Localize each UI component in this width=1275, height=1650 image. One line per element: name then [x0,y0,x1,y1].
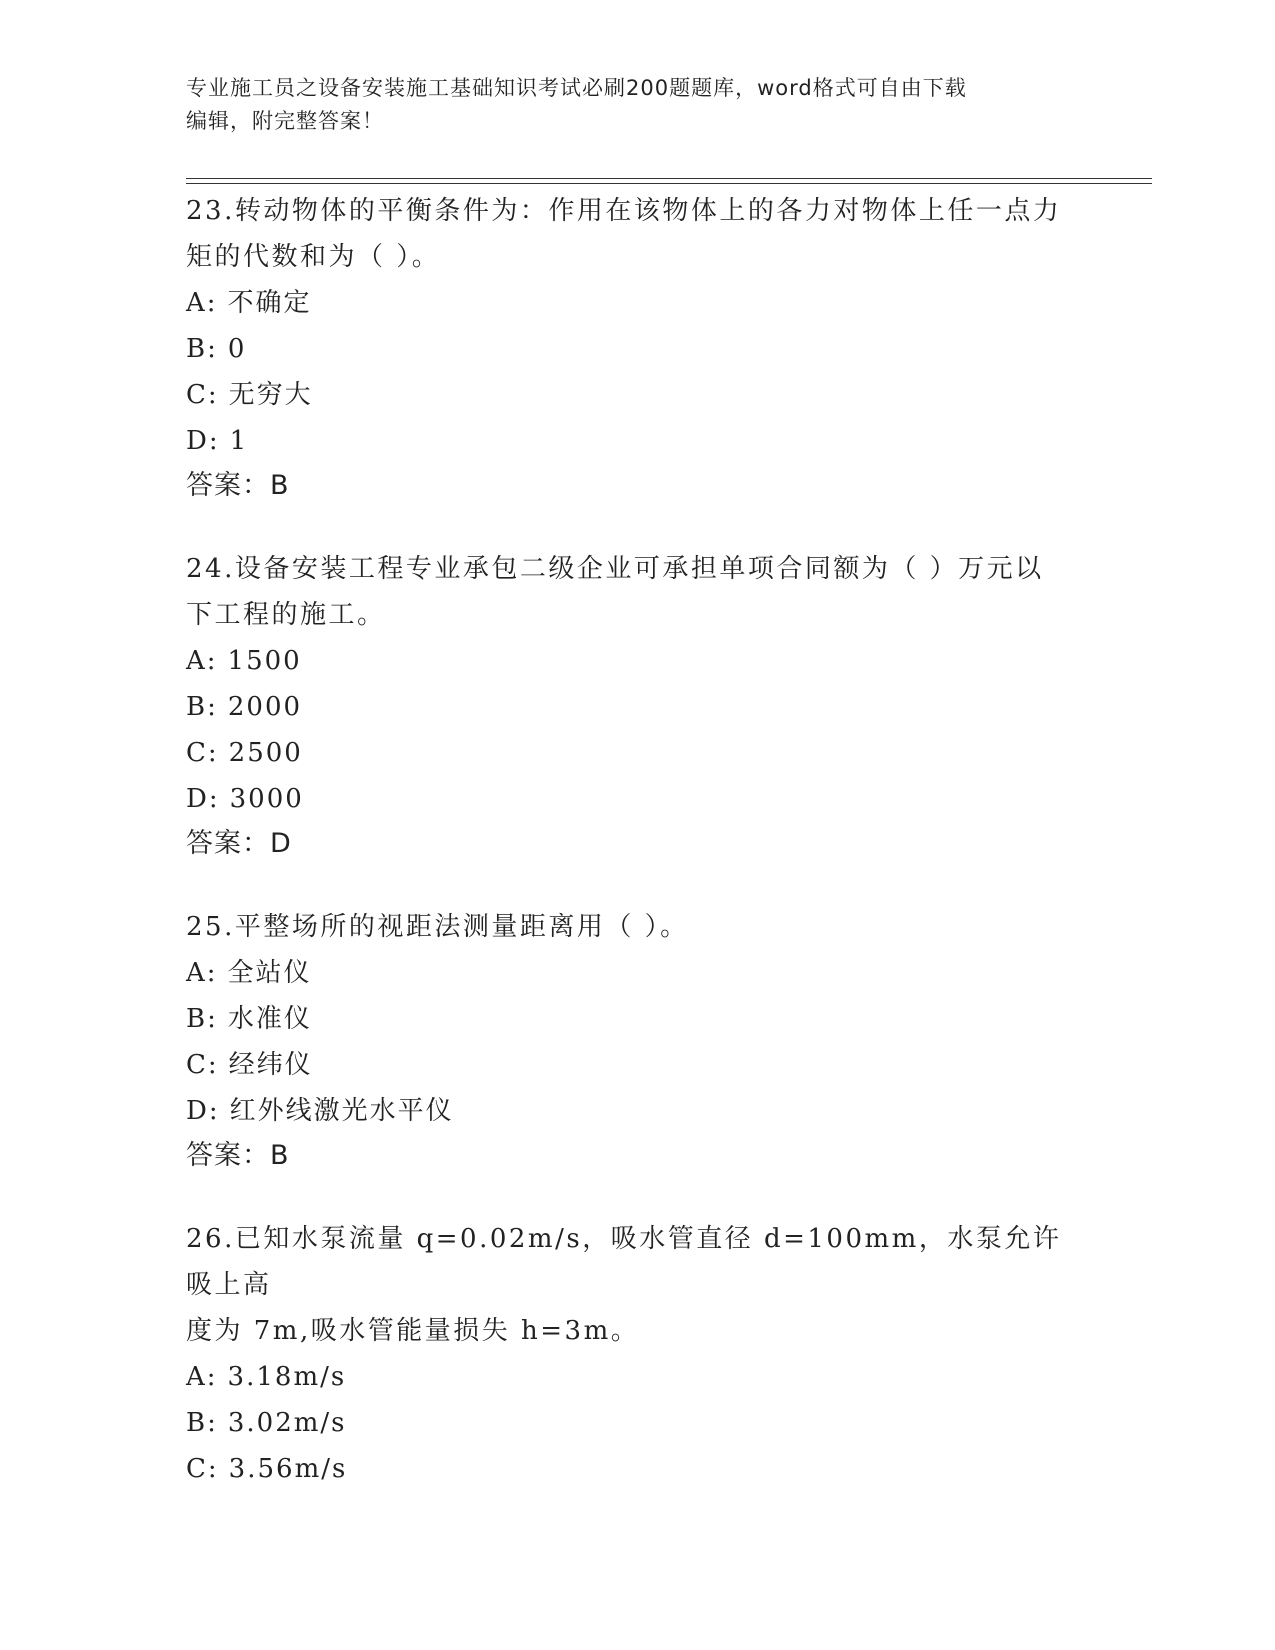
option-a [186,280,1086,326]
option-b [186,684,1086,730]
option-letter: D [186,426,209,456]
option-separator: : [207,380,219,410]
option-text: 2500 [228,738,303,768]
option-a [186,950,1086,996]
option-a [186,1354,1086,1400]
question-stem-line: 25.平整场所的视距法测量距离用（ ）。 [186,912,689,942]
question-stem-line: 下工程的施工。 [186,600,386,630]
option-separator: : [206,288,218,318]
option-text: 不确定 [227,288,312,318]
option-letter: D [186,784,209,814]
option-separator: : [206,646,218,676]
option-separator: : [207,692,218,722]
option-separator: : [208,784,220,814]
option-letter: A [186,646,207,676]
option-b [186,1400,1086,1446]
answer-label: 答案：B [186,1140,290,1171]
option-letter: D [186,1096,209,1126]
option-letter: B [186,692,208,722]
option-text: 3000 [229,784,304,814]
option-separator: : [207,1004,218,1034]
header-divider-top [186,178,1152,179]
option-c [186,372,1086,418]
option-d [186,418,1086,464]
header-line-2: 编辑，附完整答案！ [186,109,384,133]
option-c [186,1042,1086,1088]
option-d [186,776,1086,822]
option-separator: : [206,1362,218,1392]
question-stem-line: 23.转动物体的平衡条件为：作用在该物体上的各力对物体上任一点力 [186,196,1062,226]
option-c [186,1446,1086,1492]
question-stem-line: 度为 7m,吸水管能量损失 h=3m。 [186,1316,640,1346]
option-text: 2000 [227,692,303,722]
question-stem [186,904,1086,950]
option-letter: B [186,1408,208,1438]
question-stem [186,1216,1086,1354]
question-23 [186,188,1086,508]
option-letter: C [186,1050,208,1080]
document-header [186,72,1086,138]
option-text: 3.18m/s [227,1362,347,1392]
option-text: 1 [229,426,249,456]
option-letter: A [186,1362,207,1392]
option-text: 0 [227,334,247,364]
option-separator: : [207,1050,219,1080]
option-letter: B [186,1004,208,1034]
option-letter: A [186,958,207,988]
option-b [186,996,1086,1042]
question-stem-line: 矩的代数和为（ ）。 [186,242,441,272]
option-separator: : [208,426,220,456]
option-text: 全站仪 [227,958,312,988]
option-a [186,638,1086,684]
question-stem [186,188,1086,280]
header-divider-bottom [186,183,1152,184]
option-letter: C [186,738,208,768]
answer-label: 答案：D [186,828,292,859]
question-stem-line: 24.设备安装工程专业承包二级企业可承担单项合同额为（ ）万元以 [186,554,1044,584]
answer-label: 答案：B [186,470,290,501]
question-stem-line: 26.已知水泵流量 q=0.02m/s，吸水管直径 d=100mm，水泵允许吸上高 [186,1224,1062,1300]
option-text: 水准仪 [227,1004,312,1034]
option-text: 红外线激光水平仪 [229,1096,454,1126]
option-d [186,1088,1086,1134]
option-separator: : [206,958,218,988]
option-letter: B [186,334,208,364]
option-text: 3.02m/s [227,1408,347,1438]
question-24 [186,546,1086,866]
option-separator: : [207,738,219,768]
option-letter: C [186,380,208,410]
option-letter: C [186,1454,208,1484]
option-separator: : [207,334,218,364]
option-b [186,326,1086,372]
question-list [186,188,1086,1530]
question-26 [186,1216,1086,1492]
option-text: 无穷大 [228,380,313,410]
option-letter: A [186,288,207,318]
option-text: 经纬仪 [228,1050,313,1080]
option-text: 1500 [227,646,302,676]
header-line-1: 专业施工员之设备安装施工基础知识考试必刷200题题库，word格式可自由下载 [186,76,967,100]
option-c [186,730,1086,776]
option-separator: : [207,1408,218,1438]
question-25 [186,904,1086,1178]
option-separator: : [207,1454,219,1484]
question-stem [186,546,1086,638]
option-text: 3.56m/s [228,1454,348,1484]
option-separator: : [208,1096,220,1126]
